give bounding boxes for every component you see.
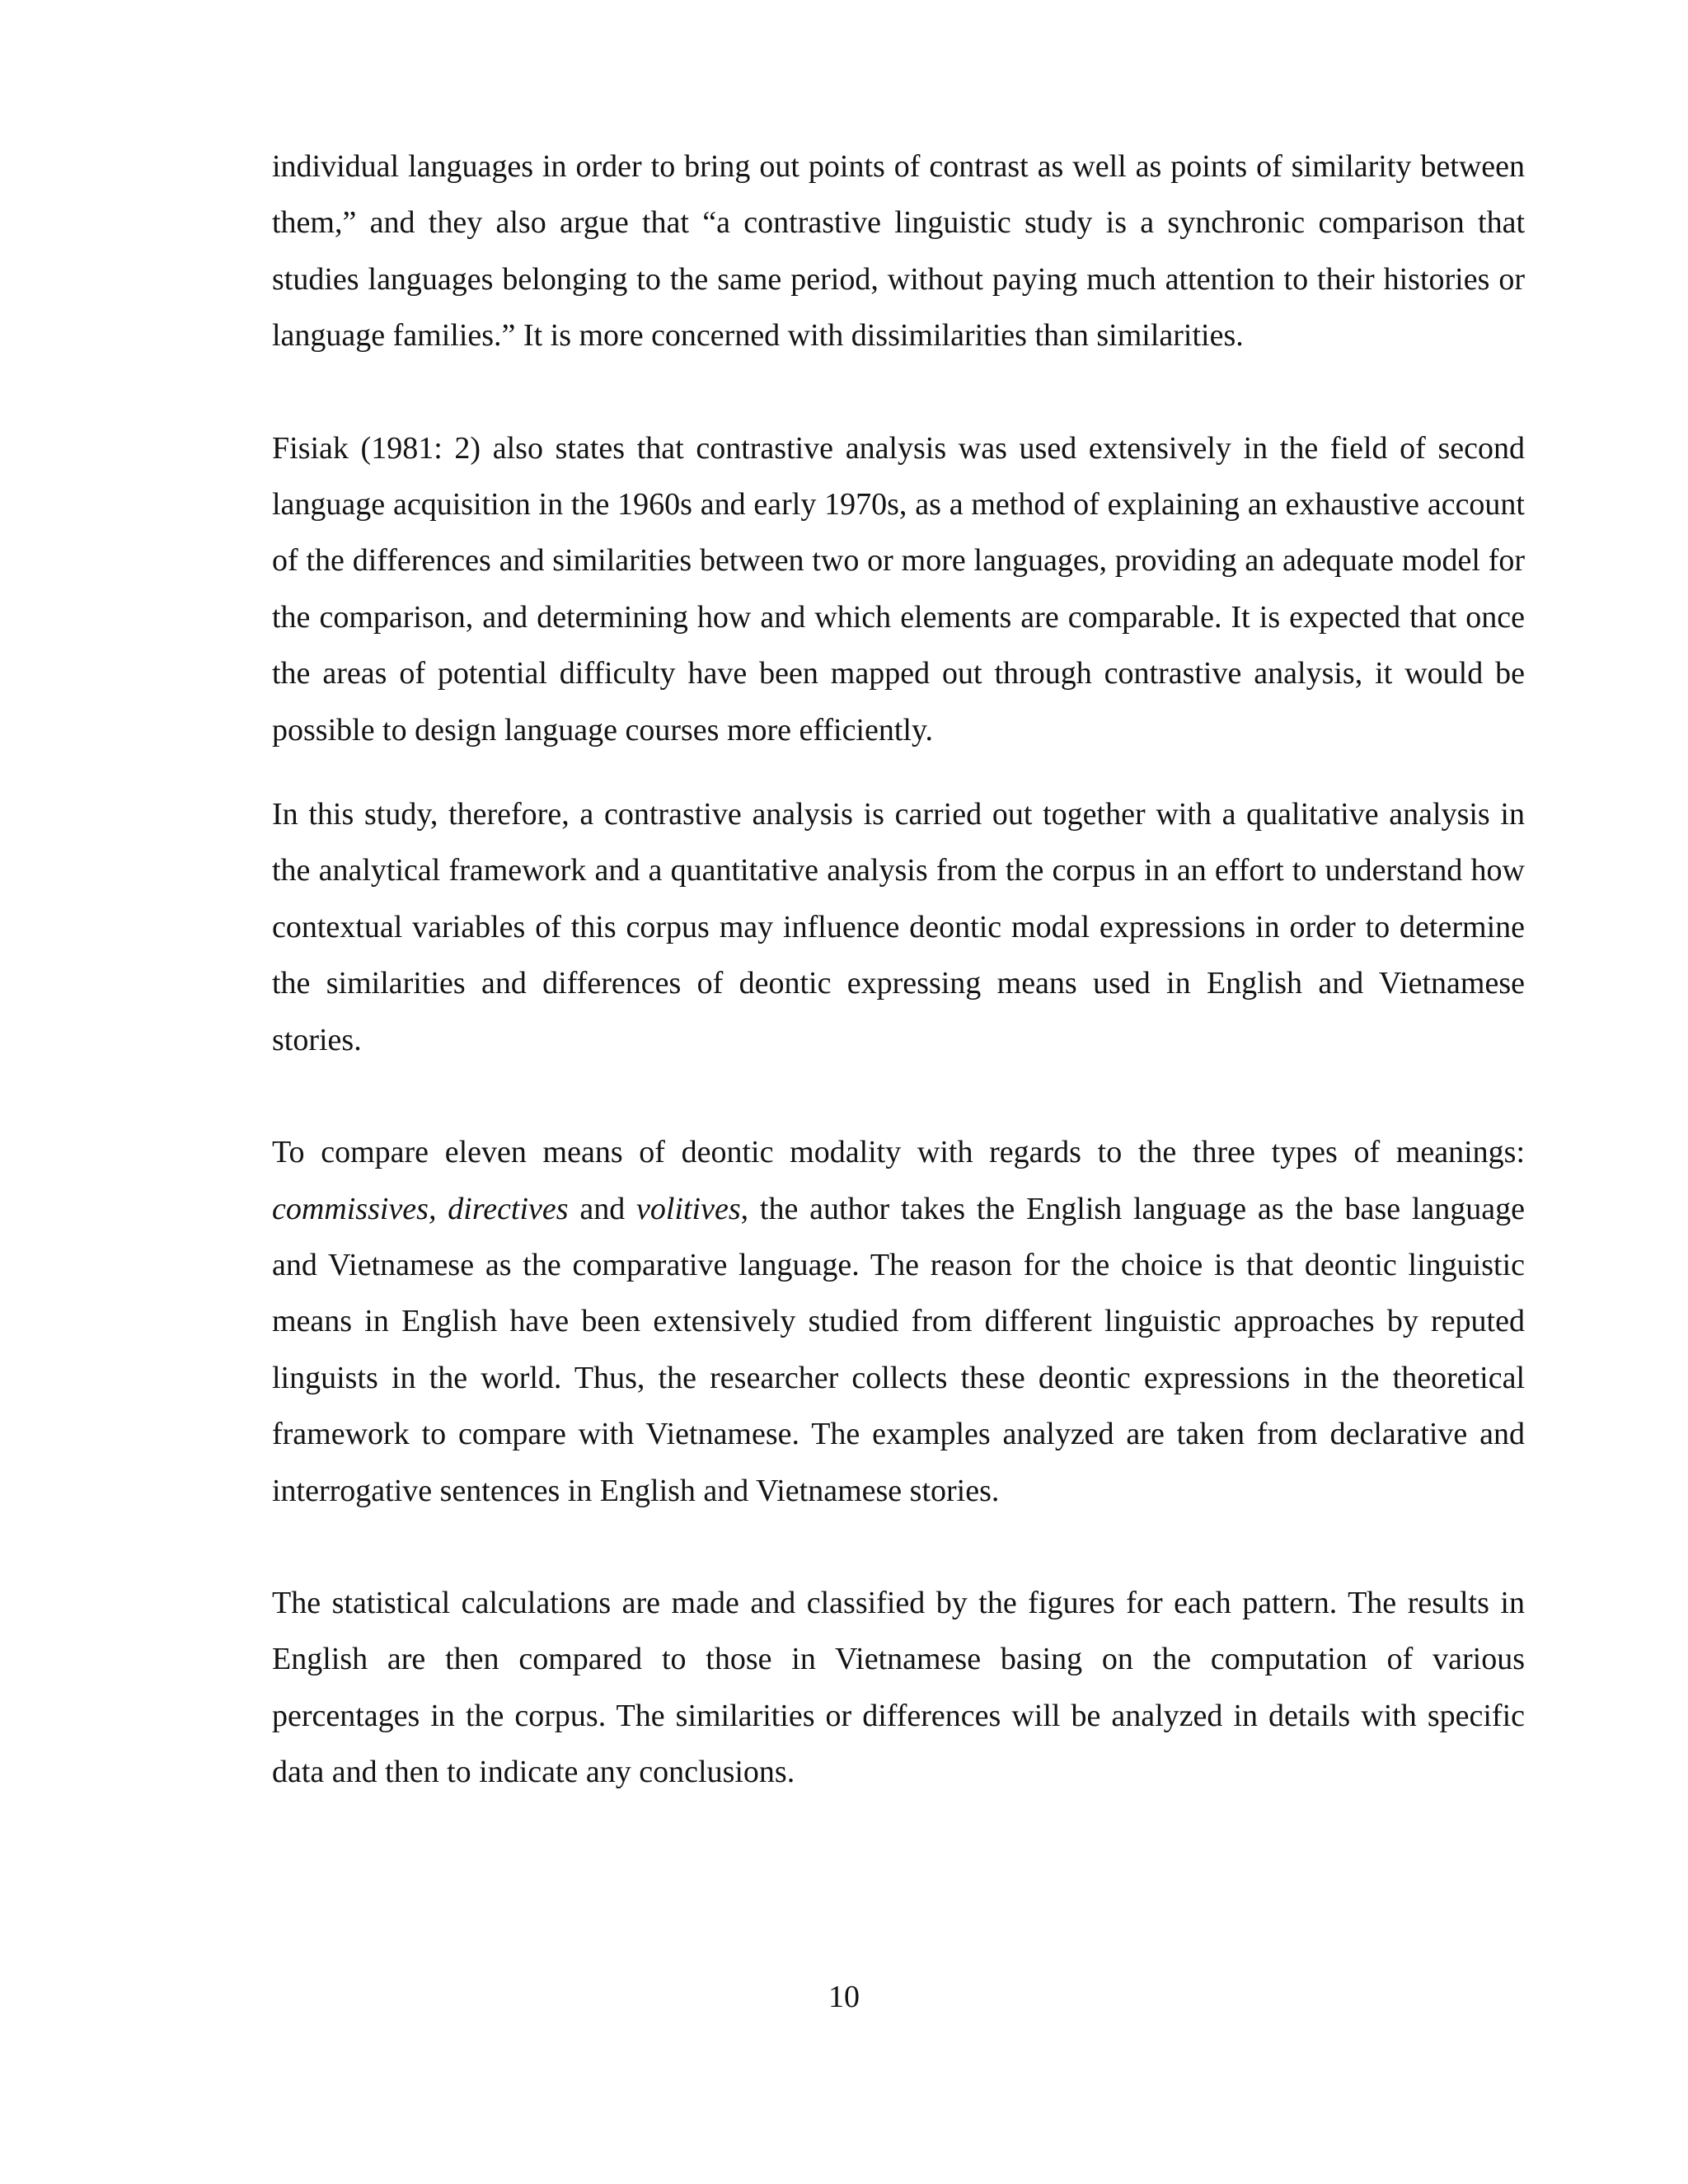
paragraph-statistical: The statistical calculations are made and classified by the figures for each pattern. The results in English are then compared to those in Vietnamese basing on the computation of various percentages in the corpus. The similarities or differences will be analyzed in details with specific data and then to indicate any conclusions. (272, 1585, 1525, 1790)
page-number: 10 (828, 1980, 860, 2014)
paragraph-text (436, 1192, 448, 1226)
body-text (272, 138, 1525, 1801)
term-directives: directives (448, 1191, 569, 1226)
paragraph-contrastive-definition: individual languages in order to bring out points of contrast as well as points of similarity between them,” and they also argue that “a contrastive linguistic study is a synchronic comparison that studies languages belonging to the same period, without paying much attention to their histories or language families.” It is more concerned with dissimilarities than similarities. (272, 149, 1525, 354)
paragraph-deontic-comparison (272, 1124, 1525, 1519)
term-volitives: volitives (636, 1191, 741, 1226)
paragraph-text: and (568, 1191, 637, 1226)
paragraph-text: To compare eleven means of deontic modality with regards to the three types of meanings: (272, 1135, 1525, 1170)
paragraph-text: , the author takes the English language as the base language and Vietnamese as the comparative language. The reason for the choice is that deontic linguistic means in English have been extensively studied from different linguistic approaches by reputed linguists in the world. Thus, the researcher collects these deontic expressions in the theoretical framework to compare with Vietnamese. The examples analyzed are taken from declarative and interrogative sentences in English and Vietnamese stories. (272, 1191, 1526, 1508)
paragraph-this-study: In this study, therefore, a contrastive analysis is carried out together with a qualitative analysis in the analytical framework and a quantitative analysis from the corpus in an effort to understand how contextual variables of this corpus may influence deontic modal expressions in order to determine the similarities and differences of deontic expressing means used in English and Vietnamese stories. (272, 797, 1525, 1057)
term-commissives: commissives, (272, 1191, 437, 1226)
paragraph-fisiak: Fisiak (1981: 2) also states that contrastive analysis was used extensively in the field of second language acquisition in the 1960s and early 1970s, as a method of explaining an exhaustive account of the differences and similarities between two or more languages, providing an adequate model for the comparison, and determining how and which elements are comparable. It is expected that once the areas of potential difficulty have been mapped out through contrastive analysis, it would be possible to design language courses more efficiently. (272, 430, 1525, 748)
